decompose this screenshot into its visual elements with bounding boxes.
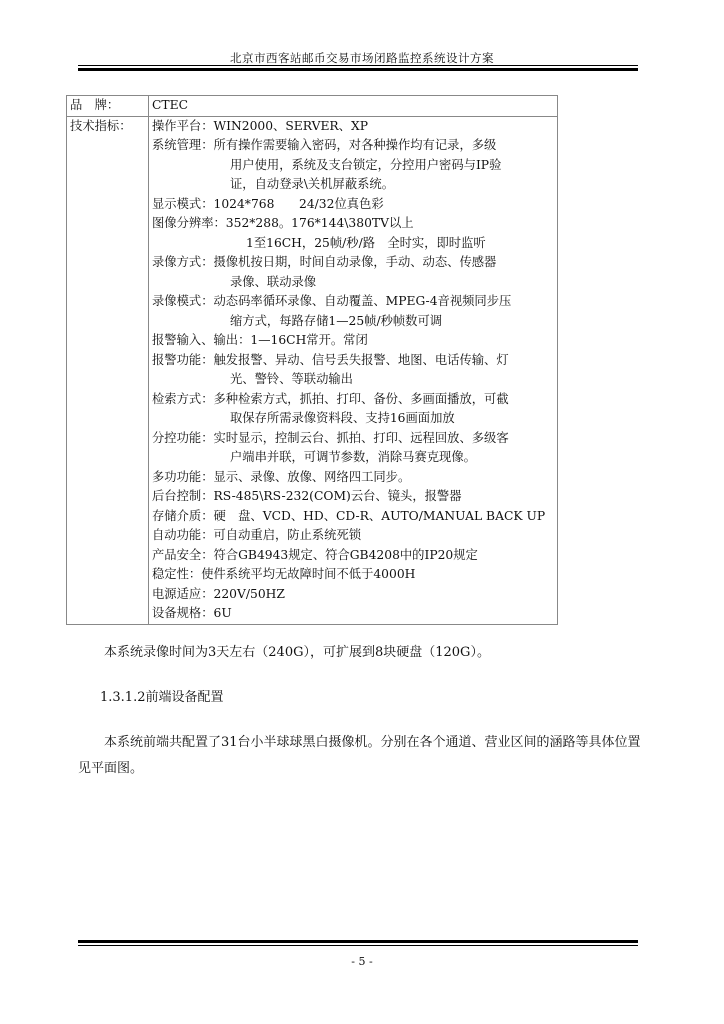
spec-line — [152, 175, 555, 195]
brand-label: 品 牌： — [67, 96, 149, 117]
spec-value: 可自动重启，防止系统死锁 — [213, 528, 362, 542]
spec-line — [152, 585, 555, 605]
paragraph-recording-time: 本系统录像时间为3天左右（240G），可扩展到8块硬盘（120G）。 — [104, 645, 490, 660]
spec-line — [152, 507, 555, 527]
spec-value: 220V/50HZ — [213, 586, 285, 601]
spec-line — [152, 156, 555, 176]
spec-key: 录像模式： — [152, 294, 214, 308]
page-number: - 5 - — [351, 955, 373, 968]
paragraph-front-end: 本系统前端共配置了31台小半球球黑白摄像机。分别在各个通道、营业区间的涵路等具体位置见平面图。 — [78, 735, 641, 776]
spec-value: 触发报警、异动、信号丢失报警、地图、电话传输、灯 — [213, 352, 509, 367]
spec-value: 取保存所需录像资料段、支持16画面加放 — [230, 411, 455, 425]
spec-line — [152, 526, 555, 546]
spec-line — [152, 331, 555, 351]
header-title: 北京市西客站邮币交易市场闭路监控系统设计方案 — [230, 51, 494, 65]
spec-key: 电源适应： — [152, 586, 214, 601]
spec-value: 所有操作需要输入密码，对各种操作均有记录，多级 — [213, 138, 497, 152]
spec-key: 分控功能： — [152, 430, 214, 445]
spec-value: 符合GB4943规定、符合GB4208中的IP20规定 — [213, 547, 478, 562]
spec-value: 使件系统平均无故障时间不低于4000H — [201, 567, 416, 581]
spec-key: 存储介质： — [152, 508, 214, 523]
spec-line — [152, 253, 555, 273]
spec-line — [152, 351, 555, 371]
spec-line — [152, 468, 555, 488]
spec-value: 1至16CH，25帧/秒/路 全时实，即时监听 — [246, 235, 486, 250]
spec-value: WIN2000、SERVER、XP — [213, 118, 369, 133]
spec-key: 报警输入、输出： — [152, 333, 251, 347]
spec-value: 6U — [213, 606, 232, 620]
spec-line — [152, 273, 555, 293]
brand-value: CTEC — [149, 96, 558, 117]
spec-key: 多功功能： — [152, 469, 214, 484]
spec-key: 稳定性： — [152, 567, 202, 581]
spec-line — [152, 370, 555, 390]
spec-line — [152, 565, 555, 585]
spec-value: 多种检索方式，抓拍、打印、备份、多画面播放，可截 — [213, 391, 509, 406]
spec-value: 352*288。176*144\380TV以上 — [225, 216, 414, 230]
spec-key: 报警功能： — [152, 352, 214, 367]
spec-value: 户端串并联，可调节参数，消除马赛克现像。 — [230, 450, 476, 464]
spec-value: 1—16CH常开。常闭 — [250, 333, 368, 347]
footer-rule — [78, 940, 638, 946]
spec-value: 摄像机按日期，时间自动录像，手动、动态、传感器 — [213, 255, 497, 269]
spec-line — [152, 312, 555, 332]
spec-key: 系统管理： — [152, 138, 214, 152]
spec-line — [152, 292, 555, 312]
spec-line — [152, 390, 555, 410]
spec-value: 用户使用，系统及支台锁定，分控用户密码与IP验 — [230, 157, 502, 172]
spec-value: 1024*768 24/32位真色彩 — [213, 196, 384, 211]
spec-line — [152, 546, 555, 566]
spec-key: 自动功能： — [152, 528, 214, 542]
header-rule — [78, 65, 638, 71]
spec-label: 技术指标： — [67, 116, 149, 624]
spec-line — [152, 448, 555, 468]
spec-line — [152, 195, 555, 215]
spec-value: 实时显示，控制云台、抓拍、打印、远程回放、多级客 — [213, 430, 509, 445]
spec-key: 操作平台： — [152, 118, 214, 133]
spec-line — [152, 234, 555, 254]
spec-value: 显示、录像、放像、网络四工同步。 — [213, 469, 411, 484]
spec-value: 动态码率循环录像、自动覆盖、MPEG-4音视频同步压 — [213, 294, 512, 308]
spec-list — [149, 116, 558, 624]
spec-line — [152, 409, 555, 429]
spec-value: 证，自动登录\关机屏蔽系统。 — [230, 177, 395, 191]
spec-value: 硬 盘、VCD、HD、CD-R、AUTO/MANUAL BACK UP — [213, 508, 546, 523]
spec-value: 录像、联动录像 — [230, 274, 317, 289]
spec-key: 显示模式： — [152, 196, 214, 211]
spec-line — [152, 604, 555, 624]
spec-key: 产品安全： — [152, 547, 214, 562]
spec-row — [67, 116, 558, 624]
spec-line — [152, 214, 555, 234]
spec-key: 图像分辨率： — [152, 216, 226, 230]
spec-line — [152, 429, 555, 449]
spec-key: 录像方式： — [152, 255, 214, 269]
spec-key: 检索方式： — [152, 391, 214, 406]
spec-value: 光、警铃、等联动输出 — [230, 372, 353, 386]
spec-line — [152, 487, 555, 507]
spec-value: RS-485\RS-232(COM)云台、镜头，报警器 — [213, 489, 462, 503]
spec-key: 设备规格： — [152, 606, 214, 620]
spec-line — [152, 117, 555, 137]
spec-value: 缩方式，每路存储1—25帧/秒帧数可调 — [230, 313, 443, 328]
brand-row — [67, 96, 558, 117]
spec-line — [152, 136, 555, 156]
spec-table — [66, 95, 558, 625]
spec-key: 后台控制： — [152, 489, 214, 503]
section-heading: 1.3.1.2前端设备配置 — [100, 690, 224, 705]
